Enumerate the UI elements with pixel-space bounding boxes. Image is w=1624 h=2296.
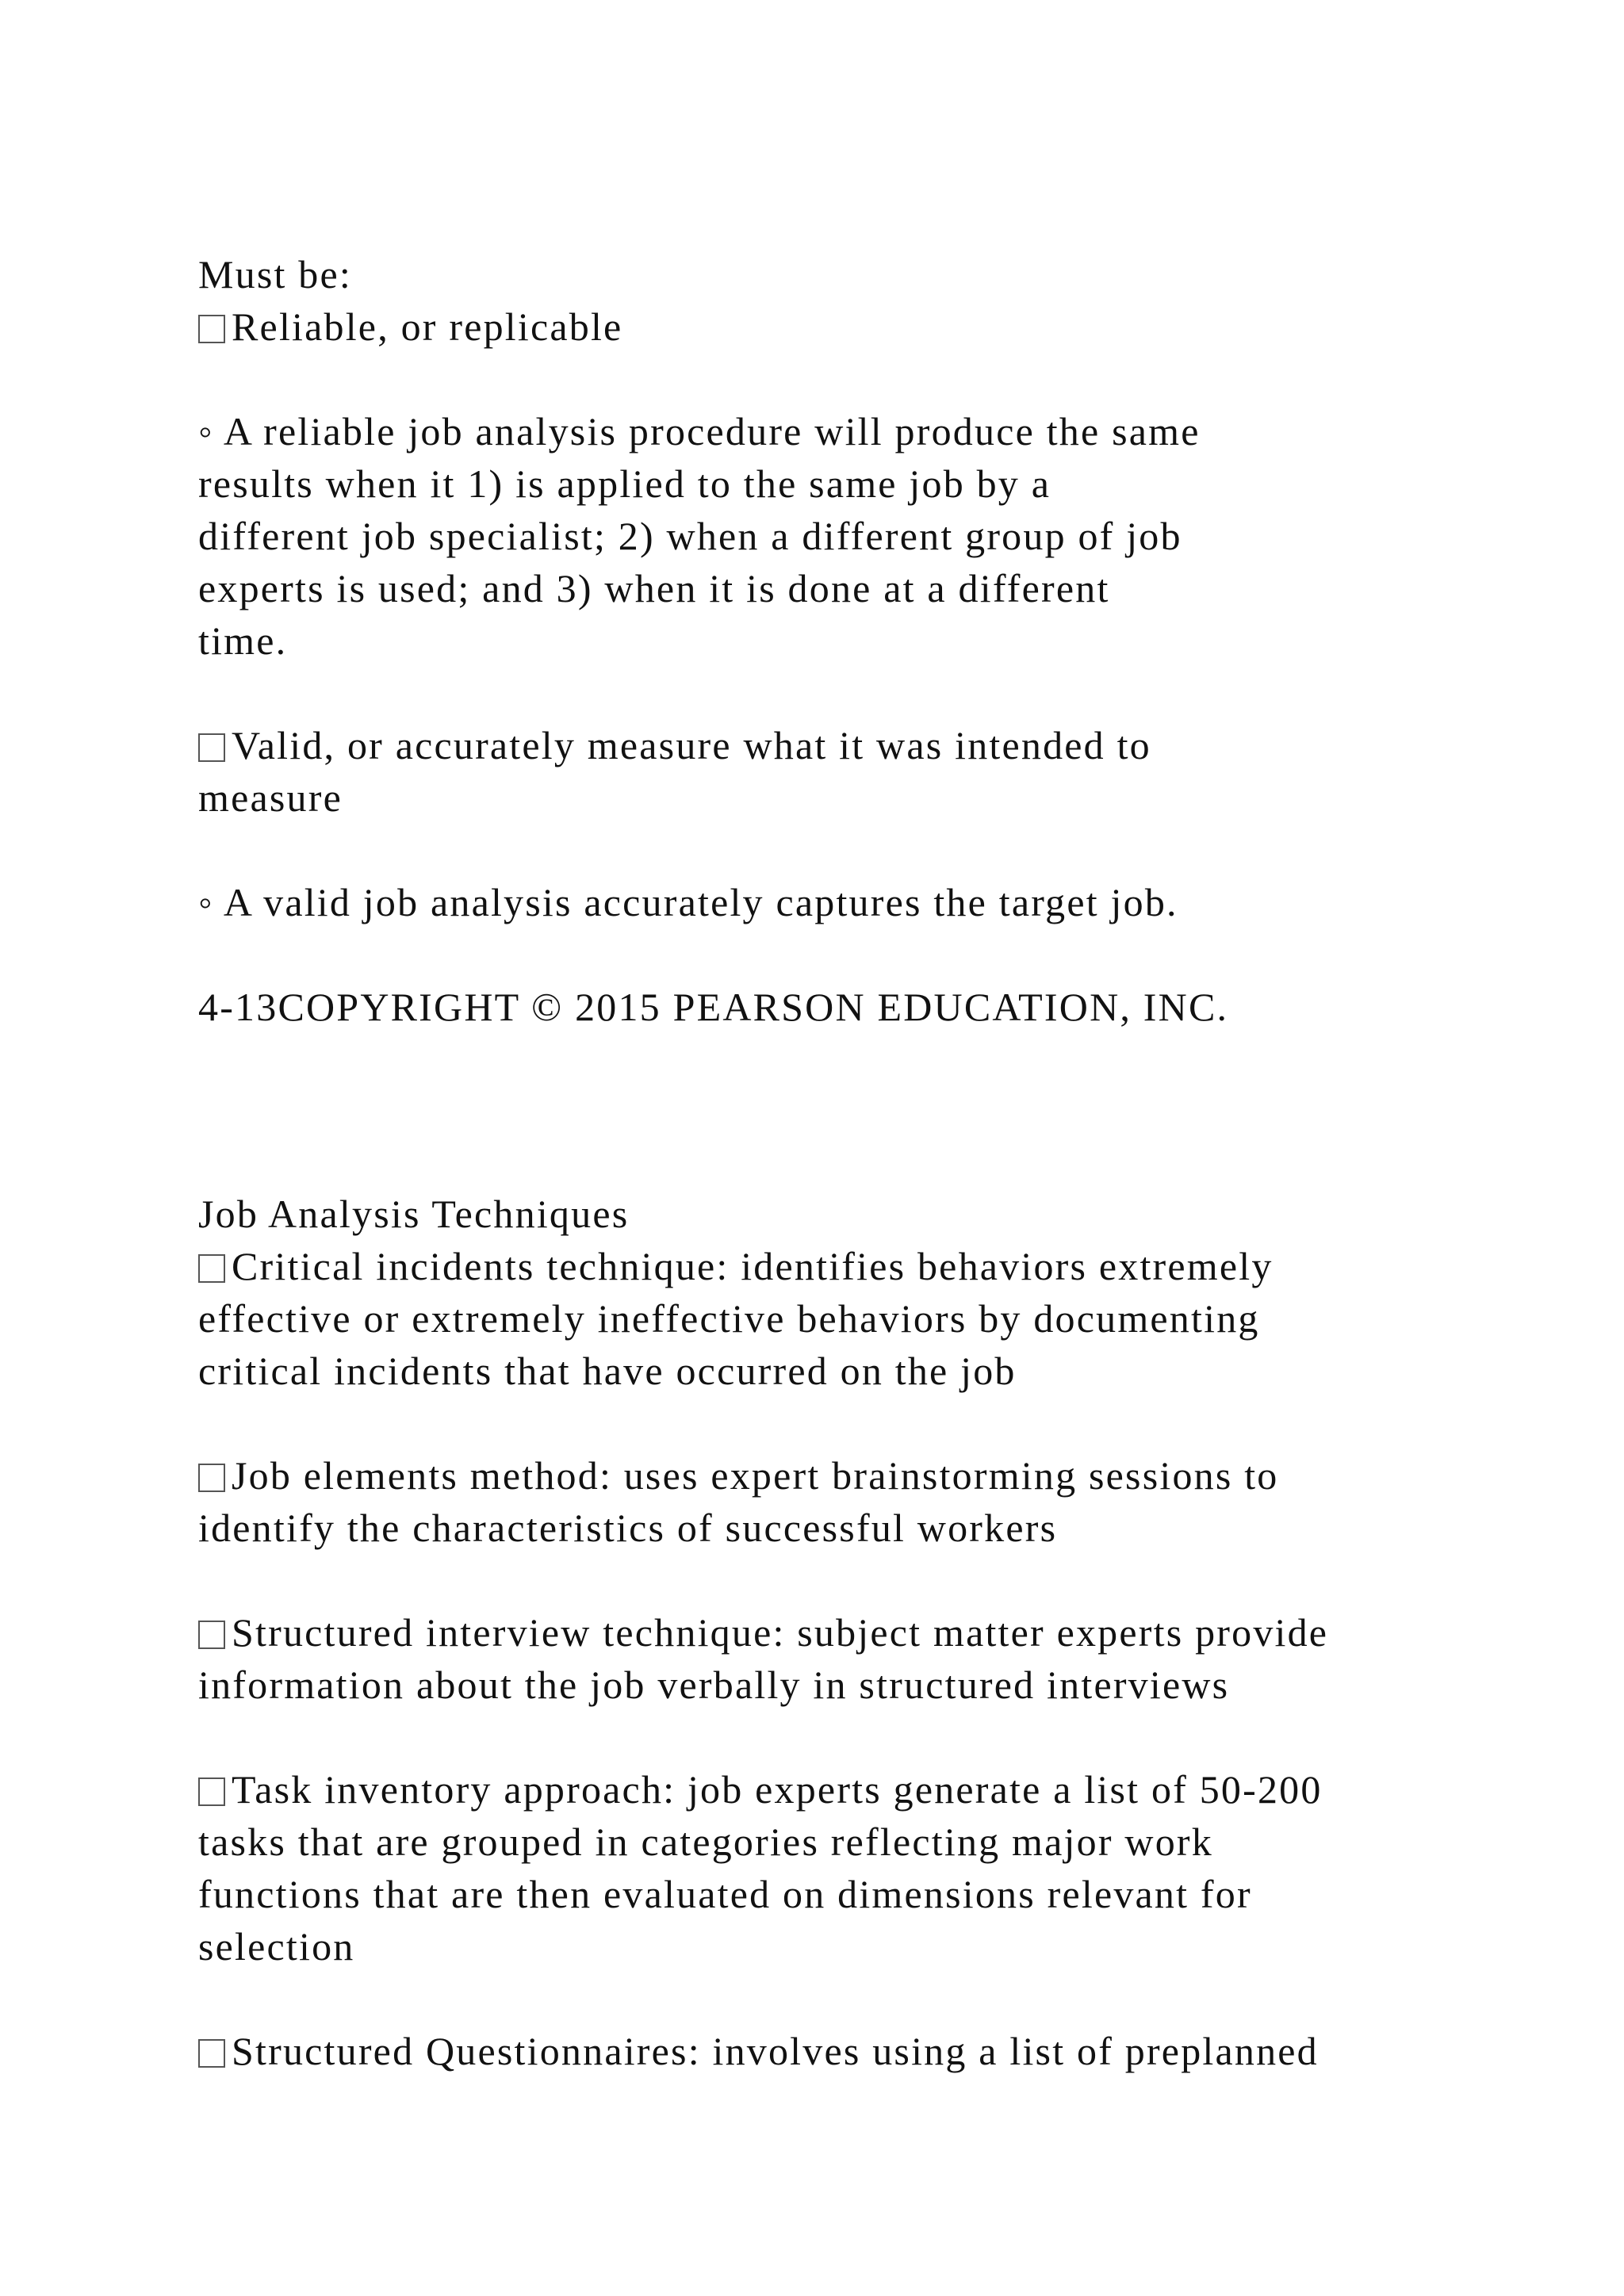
blank-line — [198, 824, 1546, 876]
section-heading: Must be: — [198, 252, 352, 297]
sub-bullet-line: experts is used; and 3) when it is done at a different — [198, 566, 1110, 610]
blank-line — [198, 1973, 1546, 2025]
bullet-item-structured-questionnaires: Structured Questionnaires: involves using a list of preplanned — [198, 2025, 1546, 2077]
sub-bullet-line: results when it 1) is applied to the same job by a — [198, 461, 1051, 506]
sub-bullet-line: ◦ A valid job analysis accurately captures the target job. — [198, 880, 1178, 924]
missing-glyph-bullet-icon — [198, 733, 225, 762]
missing-glyph-bullet-icon — [198, 1254, 225, 1283]
blank-line — [198, 667, 1546, 719]
blank-line — [198, 1554, 1546, 1606]
missing-glyph-bullet-icon — [198, 2039, 225, 2068]
bullet-continuation: identify the characteristics of successful workers — [198, 1506, 1058, 1550]
bullet-continuation: tasks that are grouped in categories reflecting major work — [198, 1820, 1213, 1864]
section-reliability-validity — [198, 248, 1546, 1033]
bullet-item-structured-interview: Structured interview technique: subject matter experts provide — [198, 1606, 1546, 1659]
section-job-analysis-techniques — [198, 1188, 1546, 2077]
missing-glyph-bullet-icon — [198, 1777, 225, 1806]
blank-line — [198, 353, 1546, 405]
missing-glyph-bullet-icon — [198, 1464, 225, 1492]
missing-glyph-bullet-icon — [198, 315, 225, 343]
bullet-item-job-elements: Job elements method: uses expert brainstorming sessions to — [198, 1449, 1546, 1502]
blank-line — [198, 1397, 1546, 1449]
sub-bullet-line: time. — [198, 618, 288, 663]
bullet-item-task-inventory: Task inventory approach: job experts generate a list of 50-200 — [198, 1763, 1546, 1816]
sub-bullet-line: different job specialist; 2) when a different group of job — [198, 514, 1182, 558]
bullet-continuation: functions that are then evaluated on dimensions relevant for — [198, 1872, 1252, 1916]
blank-line — [198, 928, 1546, 981]
section-heading: Job Analysis Techniques — [198, 1192, 630, 1236]
bullet-item-valid: Valid, or accurately measure what it was intended to — [198, 719, 1546, 771]
bullet-item-valid-continuation: measure — [198, 775, 343, 820]
bullet-continuation: information about the job verbally in structured interviews — [198, 1663, 1230, 1707]
missing-glyph-bullet-icon — [198, 1621, 225, 1649]
copyright-footer: 4-13COPYRIGHT © 2015 PEARSON EDUCATION, INC. — [198, 985, 1229, 1029]
bullet-continuation: selection — [198, 1924, 355, 1969]
blank-line — [198, 1711, 1546, 1763]
bullet-item-reliable: Reliable, or replicable — [198, 300, 1546, 353]
sub-bullet-line: ◦ A reliable job analysis procedure will produce the same — [198, 409, 1201, 453]
bullet-continuation: critical incidents that have occurred on the job — [198, 1349, 1017, 1393]
bullet-item-critical-incidents: Critical incidents technique: identifies behaviors extremely — [198, 1240, 1546, 1292]
bullet-continuation: effective or extremely ineffective behaviors by documenting — [198, 1296, 1260, 1341]
